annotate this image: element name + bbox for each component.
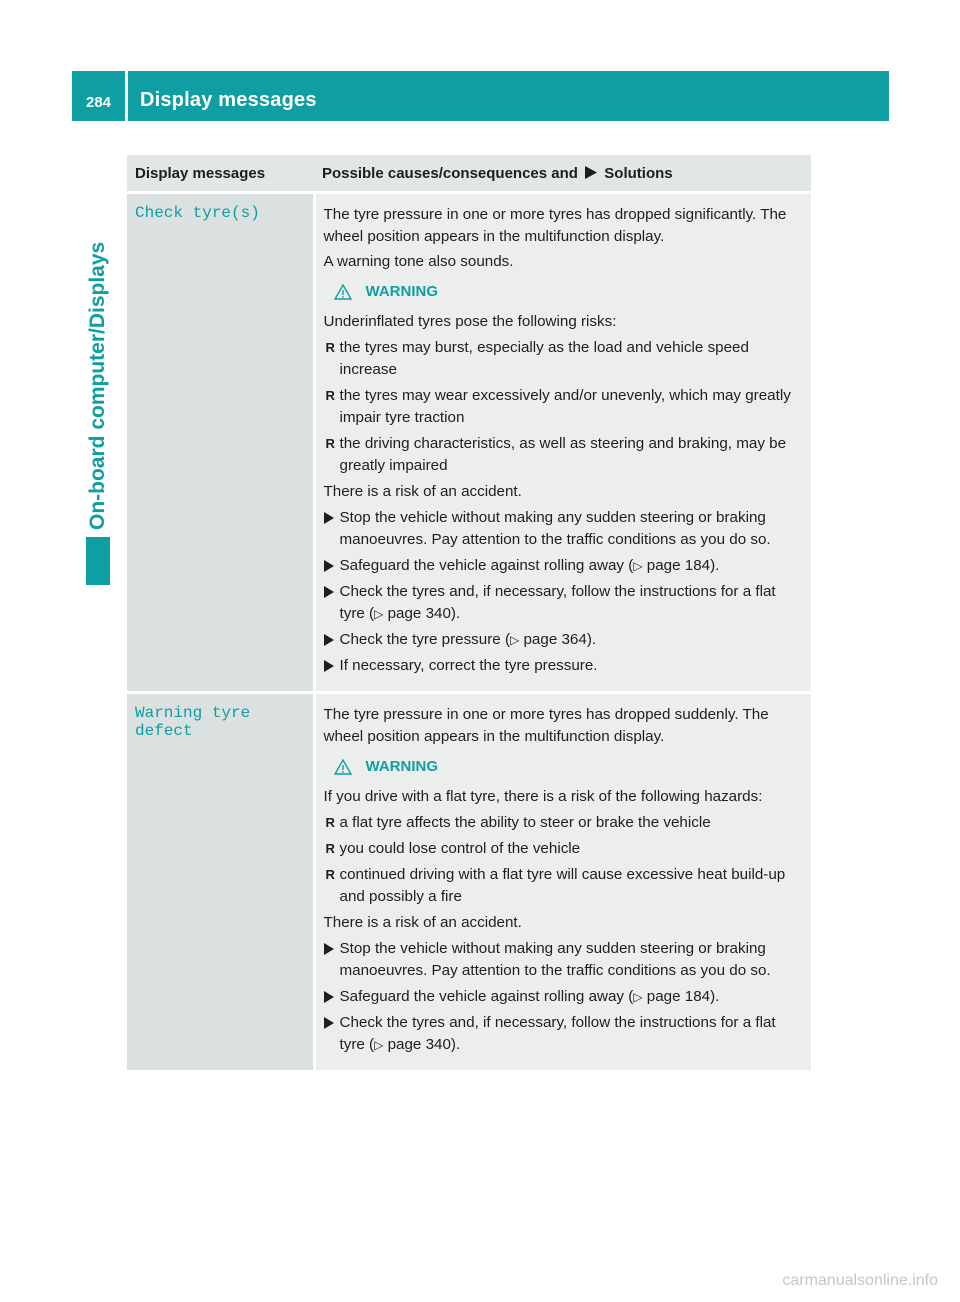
col-header-solutions — [314, 155, 811, 193]
page-ref-arrow-icon: ▷ — [374, 607, 384, 621]
intro-text: The tyre pressure in one or more tyres has dropped suddenly. The wheel position appears in the multifunction display. — [323, 706, 769, 745]
bullet-r-icon: R — [325, 841, 335, 856]
page-reference[interactable]: page 184). — [646, 557, 720, 574]
display-messages-table — [127, 155, 811, 1070]
section-side-label: On-board computer/Displays — [86, 241, 109, 530]
warning-heading — [334, 281, 804, 303]
display-message: Warning tyre defect — [127, 693, 314, 1071]
bullet-r-icon: R — [325, 388, 335, 403]
list-item: R the tyres may wear excessively and/or unevenly, which may greatly impair tyre traction — [325, 387, 791, 426]
page-reference[interactable]: page 340). — [387, 1036, 461, 1053]
bullet-r-icon: R — [325, 436, 335, 451]
intro-text: The tyre pressure in one or more tyres has dropped significantly. The wheel position appears in the multifunction display. — [323, 206, 787, 245]
action-arrow-icon — [324, 1017, 334, 1029]
risk-intro: If you drive with a flat tyre, there is a risk of the following hazards: — [323, 788, 763, 805]
risk-summary: There is a risk of an accident. — [323, 914, 522, 931]
action-step: Check the tyres and, if necessary, follow the instructions for a flat tyre (▷ page 340). — [324, 1012, 804, 1056]
action-arrow-icon — [324, 586, 334, 598]
page-ref-arrow-icon: ▷ — [510, 633, 520, 647]
page-reference[interactable]: page 340). — [387, 605, 461, 622]
action-arrow-icon — [324, 512, 334, 524]
list-item: R a flat tyre affects the ability to steer or brake the vehicle — [324, 812, 804, 834]
list-item: R continued driving with a flat tyre will cause excessive heat build-up and possibly a fire — [325, 866, 786, 905]
page-ref-arrow-icon: ▷ — [633, 559, 643, 573]
list-item: R the driving characteristics, as well as steering and braking, may be greatly impaired — [325, 435, 787, 474]
col-header-solutions-pre: Possible causes/consequences and — [322, 164, 578, 182]
action-arrow-icon — [324, 660, 334, 672]
site-watermark: carmanualsonline.info — [782, 1272, 938, 1289]
page-header — [72, 71, 889, 121]
action-arrow-icon — [324, 943, 334, 955]
message-description — [314, 693, 811, 1071]
table-row — [127, 693, 811, 1071]
action-step: Safeguard the vehicle against rolling away (▷ page 184). — [324, 986, 804, 1008]
page-title: Display messages — [140, 89, 317, 111]
warning-label: WARNING — [365, 758, 438, 775]
action-arrow-icon — [324, 634, 334, 646]
risk-summary: There is a risk of an accident. — [323, 483, 522, 500]
bullet-r-icon: R — [325, 340, 335, 355]
action-arrow-icon — [324, 560, 334, 572]
header-divider — [125, 71, 128, 121]
warning-triangle-icon — [334, 284, 352, 300]
list-item: R you could lose control of the vehicle — [324, 838, 804, 860]
action-step: Stop the vehicle without making any sudden steering or braking manoeuvres. Pay attention to the traffic conditions as you do so. — [324, 938, 804, 982]
bullet-r-icon: R — [325, 815, 335, 830]
page-number: 284 — [85, 93, 112, 111]
risk-intro: Underinflated tyres pose the following risks: — [323, 313, 617, 330]
intro-text: A warning tone also sounds. — [323, 253, 514, 270]
warning-triangle-icon — [334, 759, 352, 775]
page-reference[interactable]: page 184). — [646, 988, 720, 1005]
action-step: Check the tyres and, if necessary, follow the instructions for a flat tyre (▷ page 340). — [324, 581, 804, 625]
page-ref-arrow-icon: ▷ — [374, 1038, 384, 1052]
bullet-r-icon: R — [325, 867, 335, 882]
display-message: Check tyre(s) — [127, 193, 314, 693]
page-ref-arrow-icon: ▷ — [633, 990, 643, 1004]
action-arrow-icon — [324, 991, 334, 1003]
message-description — [314, 193, 811, 693]
action-step: Safeguard the vehicle against rolling away (▷ page 184). — [324, 555, 804, 577]
action-step: Stop the vehicle without making any sudden steering or braking manoeuvres. Pay attention to the traffic conditions as you do so. — [324, 507, 804, 551]
action-step: If necessary, correct the tyre pressure. — [324, 655, 804, 677]
table-row — [127, 193, 811, 693]
action-step: Check the tyre pressure (▷ page 364). — [324, 629, 804, 651]
arrow-right-icon — [585, 166, 597, 179]
warning-heading — [334, 756, 804, 778]
col-header-solutions-post: Solutions — [604, 164, 673, 182]
warning-label: WARNING — [365, 283, 438, 300]
col-header-messages: Display messages — [127, 155, 314, 193]
list-item: R the tyres may burst, especially as the load and vehicle speed increase — [325, 339, 749, 378]
page-reference[interactable]: page 364). — [523, 631, 597, 648]
side-tab-marker — [86, 537, 110, 585]
